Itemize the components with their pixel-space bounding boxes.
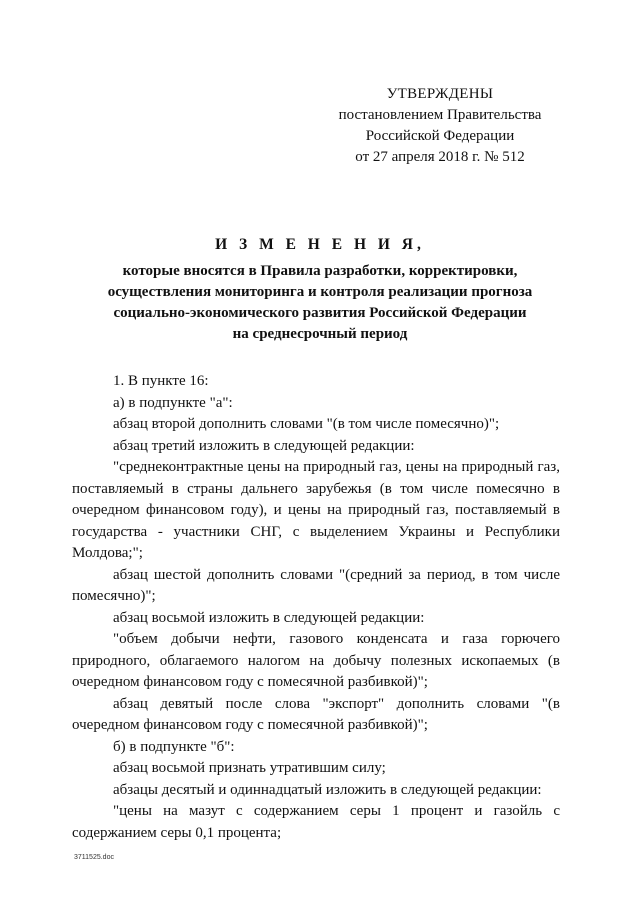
footer-file-name: 3711525.doc xyxy=(74,854,114,861)
approval-heading: УТВЕРЖДЕНЫ xyxy=(386,86,494,102)
approval-stamp xyxy=(330,84,550,168)
paragraph: абзац шестой дополнить словами "(средний за период, в том числе помесячно)"; xyxy=(72,566,560,604)
approval-line-government: Российской Федерации xyxy=(365,128,515,144)
title-line-4: на среднесрочный период xyxy=(232,326,408,342)
paragraph: 1. В пункте 16: xyxy=(113,373,209,389)
title-line-1: которые вносятся в Правила разработки, корректировки, xyxy=(122,263,518,279)
paragraph: абзац третий изложить в следующей редакции: xyxy=(113,437,415,454)
paragraph: абзац второй дополнить словами "(в том числе помесячно)"; xyxy=(113,416,500,432)
paragraph: абзац девятый после слова "экспорт" дополнить словами "(в очередном финансовом году с помесячной разбивкой)"; xyxy=(72,695,560,733)
paragraph: "объем добычи нефти, газового конденсата и газа горючего природного, облагаемого налогом на добычу полезных ископаемых (в очередном финансовом году с помесячной разбивкой)"; xyxy=(72,631,560,690)
approval-line-resolution: постановлением Правительства xyxy=(338,107,542,123)
document-body xyxy=(72,371,560,844)
paragraph: абзац восьмой изложить в следующей редакции: xyxy=(113,609,425,626)
paragraph: а) в подпункте "а": xyxy=(113,394,233,411)
title-line-3: социально-экономического развития Российской Федерации xyxy=(113,305,527,321)
paragraph: "цены на мазут с содержанием серы 1 процент и газойль с содержанием серы 0,1 процента; xyxy=(72,803,560,841)
paragraph: абзац восьмой признать утратившим силу; xyxy=(113,760,386,776)
paragraph: б) в подпункте "б": xyxy=(113,738,235,755)
title-line-2: осуществления мониторинга и контроля реализации прогноза xyxy=(107,284,533,300)
document-title xyxy=(60,234,580,345)
title-main: И З М Е Н Е Н И Я, xyxy=(215,236,425,253)
paragraph: "среднеконтрактные цены на природный газ, цены на природный газ, поставляемый в страны дальнего зарубежья (в том числе помесячно в очередном финансовом году), и цены на природный газ, поставляемый в государства - участники СНГ, с выделением Украины и Республики Молдова;"; xyxy=(72,459,560,561)
approval-line-date-number: от 27 апреля 2018 г. № 512 xyxy=(355,149,525,165)
paragraph: абзацы десятый и одиннадцатый изложить в следующей редакции: xyxy=(113,781,542,798)
